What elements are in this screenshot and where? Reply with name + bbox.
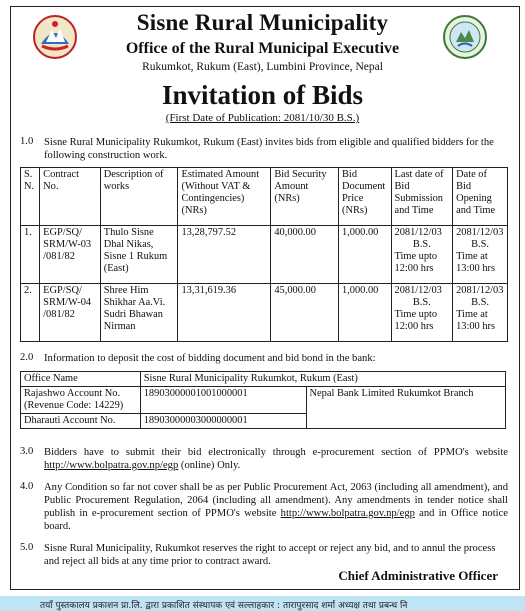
- submission-bs: B.S.: [412, 297, 431, 308]
- opening-time: Time at 13:00 hrs: [456, 309, 496, 332]
- office-address: Rukumkot, Rukum (East), Lumbini Province, Nepal: [142, 61, 383, 73]
- notice-title: Invitation of Bids: [161, 80, 364, 110]
- header-amount: Estimated Amount (Without VAT & Contingencies) (NRs): [178, 168, 271, 226]
- bank-table: [20, 371, 506, 429]
- submission-date: 2081/12/03: [394, 227, 442, 238]
- deposit-text: Information to deposit the cost of bidding document and bid bond in the bank:: [44, 353, 376, 364]
- rajashwo-label: Rajashwo Account No. (Revenue Code: 14229): [21, 387, 141, 414]
- header-description: Description of works: [100, 168, 178, 226]
- cell-contract: EGP/SQ/ SRM/W-03 /081/82: [40, 226, 101, 284]
- cell-amount: 13,28,797.52: [178, 226, 271, 284]
- intro-text: Sisne Rural Municipality Rukumkot, Rukum (East) invites bids from eligible and qualified bidders for the following construction work.: [44, 137, 494, 161]
- clause-number: 5.0: [20, 542, 34, 553]
- clause3-text-a: Bidders have to submit their bid electronically through e-procurement section of PPMO's website: [44, 447, 508, 458]
- opening-time: Time at 13:00 hrs: [456, 251, 496, 274]
- cell-amount: 13,31,619.36: [178, 284, 271, 342]
- publisher-footer-band: [0, 596, 525, 611]
- rajashwo-value: 18903000001001000001: [140, 387, 306, 414]
- clause5-text: Sisne Rural Municipality, Rukumkot reserves the right to accept or reject any bid, and to annul the process and reject all bids at any time prior to contract award.: [44, 543, 496, 567]
- bank-name: Nepal Bank Limited Rukumkot Branch: [306, 387, 505, 429]
- header-opening: Date of Bid Opening and Time: [453, 168, 508, 226]
- municipality-name: Sisne Rural Municipality: [136, 10, 389, 35]
- clause-number: 2.0: [20, 352, 34, 363]
- submission-bs: B.S.: [412, 239, 431, 250]
- clause4-text-b: and in Office notice board.: [44, 508, 508, 532]
- egp-link[interactable]: http://www.bolpatra.gov.np/egp: [44, 460, 179, 471]
- clause4-text-a: Any Condition so far not cover shall be as per Public Procurement Act, 2063 (including all amendment), and Public Procurement Regulation, 2064 (including all amendment). Any amendments in tender notice shall publish in e-procurement section of PPMO's website: [44, 482, 508, 519]
- cell-submission: [391, 226, 453, 284]
- dharauti-label: Dharauti Account No.: [21, 414, 141, 429]
- clause-number: 1.0: [20, 136, 34, 147]
- table-row: [21, 284, 508, 342]
- opening-date: 2081/12/03: [456, 227, 504, 238]
- cell-opening: [453, 284, 508, 342]
- table-header-row: [21, 168, 508, 226]
- header-sn: S. N.: [21, 168, 40, 226]
- clause3-text-b: (online) Only.: [180, 460, 241, 471]
- submission-time: Time upto 12:00 hrs: [394, 309, 438, 332]
- cell-sn: 1.: [21, 226, 40, 284]
- header-submission: Last date of Bid Submission and Time: [391, 168, 453, 226]
- header-contract: Contract No.: [40, 168, 101, 226]
- header-security: Bid Security Amount (NRs): [271, 168, 339, 226]
- clause-number: 4.0: [20, 481, 34, 492]
- submission-time: Time upto 12:00 hrs: [394, 251, 438, 274]
- cell-submission: [391, 284, 453, 342]
- cell-price: 1,000.00: [339, 284, 392, 342]
- cell-security: 45,000.00: [271, 284, 339, 342]
- cell-description: Shree Him Shikhar Aa.Vi. Sudri Bhawan Nirman: [100, 284, 178, 342]
- dharauti-value: 18903000003000000001: [140, 414, 306, 429]
- opening-bs: B.S.: [471, 239, 489, 250]
- submission-date: 2081/12/03: [394, 285, 442, 296]
- table-row: [21, 372, 506, 387]
- clause4-text: [44, 481, 508, 533]
- clause3-text: [44, 446, 508, 472]
- cell-security: 40,000.00: [271, 226, 339, 284]
- header-price: Bid Document Price (NRs): [339, 168, 392, 226]
- table-row: [21, 387, 506, 414]
- opening-date: 2081/12/03: [456, 285, 504, 296]
- clause-number: 3.0: [20, 446, 34, 457]
- cell-opening: [453, 226, 508, 284]
- bids-table: [20, 167, 508, 342]
- office-name-value: Sisne Rural Municipality Rukumkot, Rukum (East): [140, 372, 505, 387]
- egp-link[interactable]: http://www.bolpatra.gov.np/egp: [280, 508, 415, 519]
- opening-bs: B.S.: [471, 297, 489, 308]
- table-row: [21, 226, 508, 284]
- signatory-title: Chief Administrative Officer: [338, 568, 498, 583]
- cell-description: Thulo Sisne Dhal Nikas, Sisne 1 Rukum (East): [100, 226, 178, 284]
- publication-date: (First Date of Publication: 2081/10/30 B.S.): [165, 112, 360, 124]
- cell-price: 1,000.00: [339, 226, 392, 284]
- publisher-footer-text: तयाँ पुस्तकालय प्रकाशन प्रा.लि. द्वारा प्रकाशित संस्थापक एवं सल्लाहकार : तारापुरसाद शर्मा अध्यक्ष तथा प्रबन्ध नि: [40, 601, 408, 611]
- cell-sn: 2.: [21, 284, 40, 342]
- cell-contract: EGP/SQ/ SRM/W-04 /081/82: [40, 284, 101, 342]
- office-name-label: Office Name: [21, 372, 141, 387]
- office-name: Office of the Rural Municipal Executive: [125, 40, 400, 57]
